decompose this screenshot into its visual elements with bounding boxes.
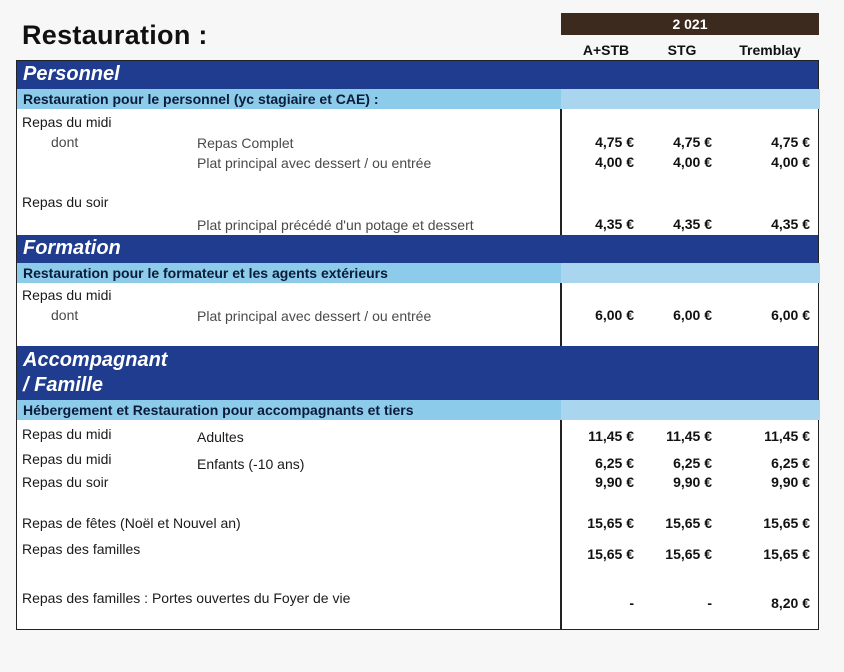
section-accompagnant-subtitle-text: Hébergement et Restauration pour accompagnants et tiers [23, 402, 414, 418]
row-label: Repas du midi [22, 451, 112, 467]
dont-label: dont [51, 307, 79, 323]
subtitle-fill [561, 89, 820, 109]
value-tremblay: 11,45 € [764, 428, 810, 444]
page-title: Restauration : [22, 20, 208, 50]
row-label: Repas du midi [22, 426, 112, 442]
value-a-stb: 11,45 € [588, 428, 634, 444]
row-label: Repas des familles : Portes ouvertes du Foyer de vie [22, 590, 351, 606]
row-desc: Plat principal précédé d'un potage et dessert [197, 217, 474, 233]
value-a-stb: 15,65 € [587, 546, 634, 562]
row-label: Repas du midi [22, 114, 112, 130]
row-label: Repas du soir [22, 194, 109, 210]
value-stg: 6,00 € [673, 307, 712, 323]
section-accompagnant-title-line1: Accompagnant [23, 349, 168, 371]
year-header: 2 021 [561, 13, 819, 35]
value-a-stb: 15,65 € [587, 515, 634, 531]
value-tremblay: 9,90 € [771, 474, 810, 490]
column-header-a-stb: A+STB [582, 42, 630, 58]
dont-label: dont [51, 134, 79, 150]
value-a-stb: - [629, 595, 634, 611]
value-stg: 4,00 € [673, 154, 712, 170]
value-stg: 4,75 € [673, 134, 712, 150]
value-a-stb: 4,75 € [595, 134, 634, 150]
row-label: Repas du midi [22, 287, 112, 303]
row-label: Repas du soir [22, 474, 109, 490]
row-desc: Plat principal avec dessert / ou entrée [197, 155, 432, 171]
row-label: Repas des familles [22, 541, 141, 557]
row-desc: Enfants (-10 ans) [197, 456, 305, 472]
value-a-stb: 6,25 € [595, 455, 634, 471]
value-a-stb: 9,90 € [595, 474, 634, 490]
row-desc: Plat principal avec dessert / ou entrée [197, 308, 432, 324]
section-personnel-subtitle-text: Restauration pour le personnel (yc stagiaire et CAE) : [23, 91, 379, 107]
value-stg: 4,35 € [673, 216, 712, 232]
value-tremblay: 4,00 € [771, 154, 810, 170]
column-divider [560, 61, 562, 629]
subtitle-fill [561, 400, 820, 420]
value-tremblay: 4,35 € [771, 216, 810, 232]
row-desc: Adultes [197, 429, 244, 445]
section-formation-subtitle [17, 262, 818, 283]
section-formation-header: Formation [17, 235, 818, 262]
row-desc: Repas Complet [197, 135, 294, 151]
value-stg: - [707, 595, 712, 611]
value-a-stb: 4,00 € [595, 154, 634, 170]
section-personnel-header: Personnel [17, 61, 818, 88]
value-stg: 15,65 € [665, 546, 712, 562]
value-tremblay: 6,00 € [771, 307, 810, 323]
section-accompagnant-subtitle [17, 399, 818, 420]
subtitle-fill [561, 263, 820, 283]
tariff-table [16, 60, 819, 630]
section-accompagnant-title-line2: / Famille [23, 374, 104, 396]
value-stg: 15,65 € [665, 515, 712, 531]
value-a-stb: 4,35 € [595, 216, 634, 232]
value-tremblay: 8,20 € [771, 595, 810, 611]
column-header-stg: STG [667, 42, 697, 58]
section-personnel-subtitle [17, 88, 818, 109]
column-header-tremblay: Tremblay [739, 42, 801, 58]
row-label: Repas de fêtes (Noël et Nouvel an) [22, 515, 241, 531]
value-tremblay: 6,25 € [771, 455, 810, 471]
value-stg: 11,45 € [666, 428, 712, 444]
value-tremblay: 4,75 € [771, 134, 810, 150]
section-accompagnant-header [17, 346, 818, 399]
value-tremblay: 15,65 € [763, 515, 810, 531]
value-tremblay: 15,65 € [763, 546, 810, 562]
section-formation-subtitle-text: Restauration pour le formateur et les agents extérieurs [23, 265, 388, 281]
value-stg: 6,25 € [673, 455, 712, 471]
value-stg: 9,90 € [673, 474, 712, 490]
value-a-stb: 6,00 € [595, 307, 634, 323]
